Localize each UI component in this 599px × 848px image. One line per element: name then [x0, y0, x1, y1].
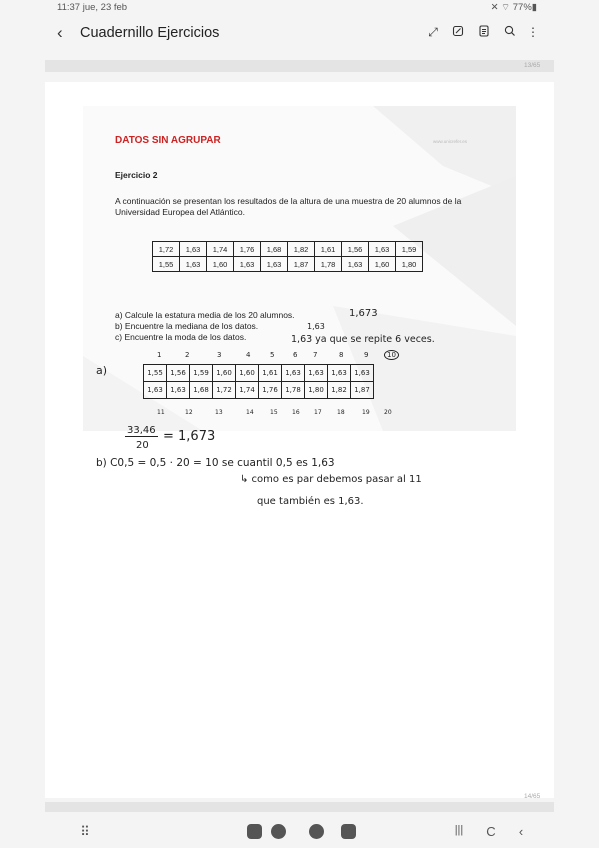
index-label: 10	[384, 350, 399, 360]
table-cell: 1,63	[369, 242, 396, 257]
exercise-prompt: A continuación se presentan los resultados de la altura de una muestra de 20 alumnos de la Universidad Europea del Atlántico.	[115, 196, 462, 217]
more-icon[interactable]: ⋮	[527, 25, 539, 39]
table-cell: 1,63	[328, 365, 351, 382]
index-label: 19	[362, 409, 370, 416]
table-cell: 1,61	[259, 365, 282, 382]
expand-icon[interactable]: ⤢	[428, 25, 438, 39]
table-cell: 1,63	[180, 242, 207, 257]
table-cell: 1,56	[342, 242, 369, 257]
previous-page-strip	[45, 60, 554, 72]
status-time: 11:37 jue, 23 feb	[57, 2, 128, 13]
handwritten-label-a: a)	[96, 364, 108, 377]
index-label: 3	[217, 351, 222, 359]
index-label: 16	[292, 409, 300, 416]
table-cell: 1,78	[282, 382, 305, 399]
table-cell: 1,74	[236, 382, 259, 399]
app-shortcut-icon[interactable]	[271, 824, 286, 839]
table-cell: 1,63	[351, 365, 374, 382]
nav-back-icon[interactable]: ‹	[518, 824, 524, 839]
next-page-strip	[45, 802, 554, 812]
table-cell: 1,76	[234, 242, 261, 257]
table-cell: 1,63	[282, 365, 305, 382]
index-label: 8	[339, 351, 344, 359]
index-label: 2	[185, 351, 190, 359]
table-cell: 1,59	[190, 365, 213, 382]
table-cell: 1,80	[396, 257, 423, 272]
slide-title: DATOS SIN AGRUPAR	[115, 135, 221, 146]
table-row	[144, 382, 374, 399]
table-cell: 1,61	[315, 242, 342, 257]
recent-apps-icon[interactable]: |||	[454, 824, 464, 836]
table-row	[153, 257, 423, 272]
index-label: 11	[157, 409, 165, 416]
index-label: 18	[337, 409, 345, 416]
handwritten-median-conclusion: que también es 1,63.	[257, 496, 364, 507]
back-icon[interactable]: ‹	[57, 23, 63, 42]
index-label: 7	[313, 351, 318, 359]
table-cell: 1,55	[144, 365, 167, 382]
home-icon[interactable]: C	[486, 824, 496, 839]
table-cell: 1,72	[153, 242, 180, 257]
table-cell: 1,82	[288, 242, 315, 257]
sorted-data-table	[143, 364, 374, 399]
status-icons: ✕ ⌔ 77%▮	[490, 2, 537, 13]
apps-grid-icon[interactable]: ⠿	[80, 824, 90, 839]
table-row	[153, 242, 423, 257]
search-icon[interactable]	[501, 25, 519, 40]
index-label: 14	[246, 409, 254, 416]
heights-table	[152, 241, 423, 272]
table-cell: 1,60	[207, 257, 234, 272]
table-cell: 1,74	[207, 242, 234, 257]
handwritten-answer-b: 1,63	[307, 322, 325, 331]
app-shortcut-icon[interactable]	[309, 824, 324, 839]
index-label: 12	[185, 409, 193, 416]
status-bar	[0, 0, 599, 16]
navigation-bar	[45, 818, 554, 848]
table-cell: 1,60	[213, 365, 236, 382]
handwritten-answer-c: 1,63 ya que se repite 6 veces.	[291, 334, 435, 345]
table-cell: 1,78	[315, 257, 342, 272]
question-a: a) Calcule la estatura media de los 20 alumnos.	[115, 310, 295, 320]
index-label: 20	[384, 409, 392, 416]
page-counter-bottom: 14/65	[524, 793, 541, 800]
handwritten-median-line: b) C0,5 = 0,5 · 20 = 10 se cuantil 0,5 es 1,63	[96, 457, 335, 469]
table-cell: 1,55	[153, 257, 180, 272]
question-c: c) Encuentre la moda de los datos.	[115, 332, 247, 342]
index-label: 13	[215, 409, 223, 416]
table-cell: 1,68	[261, 242, 288, 257]
table-cell: 1,63	[234, 257, 261, 272]
table-cell: 1,72	[213, 382, 236, 399]
table-cell: 1,63	[180, 257, 207, 272]
index-label: 1	[157, 351, 162, 359]
table-cell: 1,80	[305, 382, 328, 399]
handwritten-answer-a: 1,673	[349, 308, 378, 319]
table-cell: 1,56	[167, 365, 190, 382]
questions-list	[115, 310, 295, 343]
table-cell: 1,82	[328, 382, 351, 399]
index-label: 6	[293, 351, 298, 359]
table-cell: 1,63	[305, 365, 328, 382]
table-cell: 1,87	[351, 382, 374, 399]
fraction-result: = 1,673	[163, 429, 216, 444]
fraction-denominator: 20	[136, 440, 149, 451]
index-label: 9	[364, 351, 369, 359]
fraction-numerator: 33,46	[127, 425, 156, 436]
document-icon[interactable]	[475, 25, 493, 40]
table-cell: 1,63	[261, 257, 288, 272]
table-cell: 1,63	[167, 382, 190, 399]
index-label: 17	[314, 409, 322, 416]
page-counter-top: 13/65	[524, 62, 541, 69]
index-label: 15	[270, 409, 278, 416]
question-b: b) Encuentre la mediana de los datos.	[115, 321, 259, 331]
table-cell: 1,63	[342, 257, 369, 272]
index-label: 4	[246, 351, 251, 359]
table-cell: 1,59	[396, 242, 423, 257]
table-row	[144, 365, 374, 382]
table-cell: 1,76	[259, 382, 282, 399]
app-shortcut-icon[interactable]	[247, 824, 262, 839]
handwritten-median-note: ↳ como es par debemos pasar al 11	[240, 474, 422, 485]
document-title: Cuadernillo Ejercicios	[80, 25, 220, 41]
table-cell: 1,60	[236, 365, 259, 382]
index-label: 5	[270, 351, 275, 359]
table-cell: 1,68	[190, 382, 213, 399]
app-bar	[0, 16, 599, 52]
exercise-heading: Ejercicio 2	[115, 170, 158, 180]
edit-icon[interactable]	[449, 25, 467, 40]
table-cell: 1,60	[369, 257, 396, 272]
table-cell: 1,87	[288, 257, 315, 272]
app-shortcut-icon[interactable]	[341, 824, 356, 839]
table-cell: 1,63	[144, 382, 167, 399]
slide-watermark: www.unicrefer.es	[433, 139, 468, 144]
